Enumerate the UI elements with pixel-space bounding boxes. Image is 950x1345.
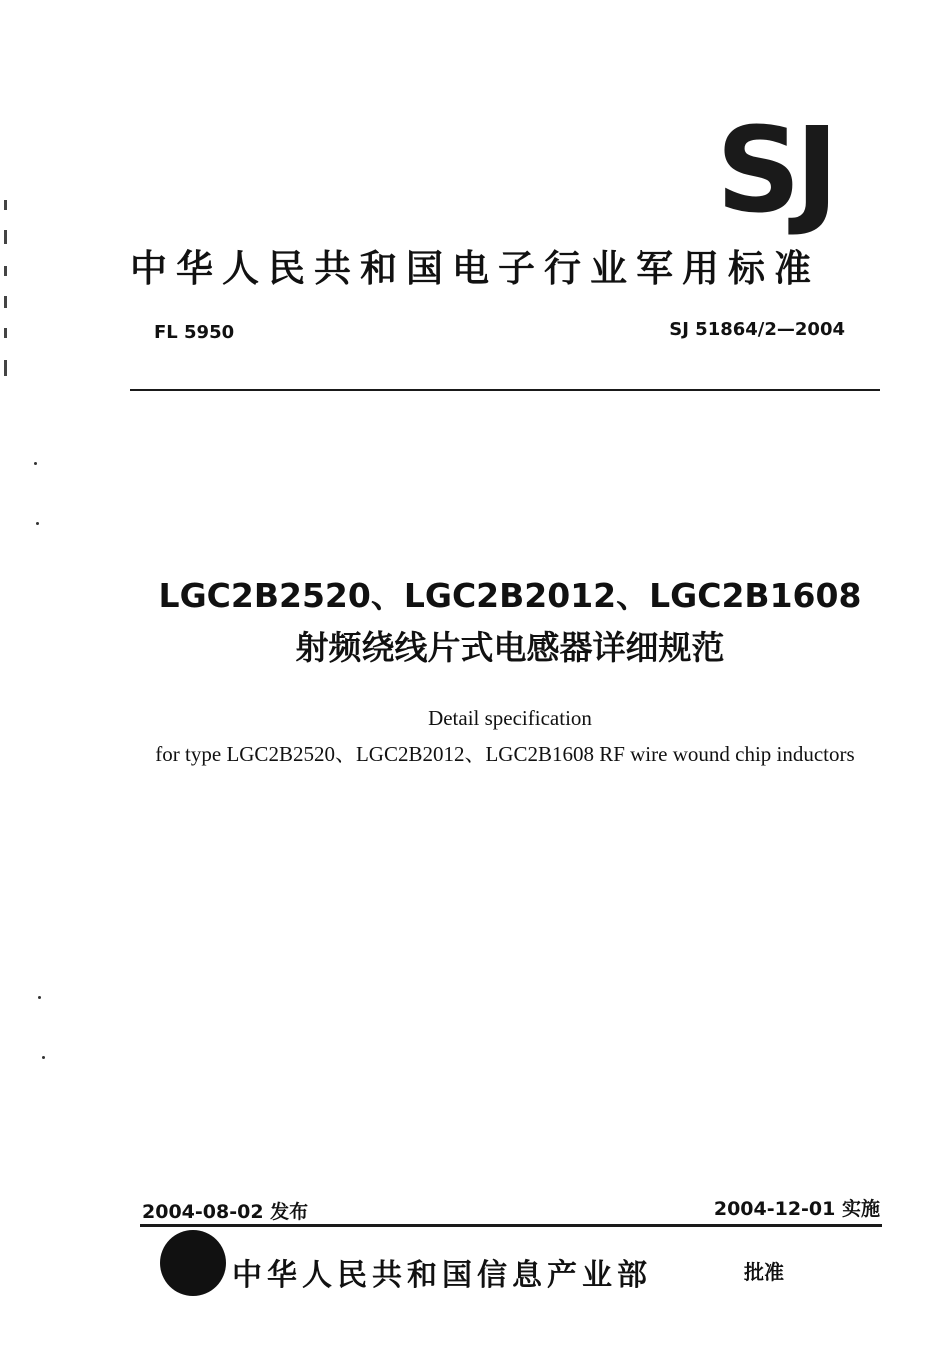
implementation-date: 2004-12-01 实施 bbox=[713, 1198, 880, 1220]
issuing-ministry: 中华人民共和国信息产业部 bbox=[232, 1258, 652, 1293]
standard-title: 中华人民共和国电子行业军用标准 bbox=[130, 247, 820, 290]
ministry-emblem-dot bbox=[160, 1230, 226, 1296]
scan-speck bbox=[36, 522, 39, 525]
document-title-models: LGC2B2520、LGC2B2012、LGC2B1608 bbox=[158, 576, 862, 615]
english-title-line-2: for type LGC2B2520、LGC2B2012、LGC2B1608 RF wire wound chip inductors bbox=[155, 742, 855, 766]
scan-speck bbox=[34, 462, 37, 465]
header-divider bbox=[130, 389, 880, 391]
english-title-line-1: Detail specification bbox=[428, 706, 592, 730]
standard-number: SJ 51864/2—2004 bbox=[669, 319, 845, 340]
sj-logo: SJ bbox=[716, 101, 833, 239]
binding-marks bbox=[2, 200, 10, 380]
issue-date: 2004-08-02 发布 bbox=[142, 1201, 309, 1223]
approved-label: 批准 bbox=[744, 1260, 784, 1284]
scan-speck bbox=[42, 1056, 45, 1059]
scan-speck bbox=[38, 996, 41, 999]
document-title-chinese: 射频绕线片式电感器详细规范 bbox=[295, 628, 725, 667]
footer-divider bbox=[140, 1224, 882, 1227]
fl-code: FL 5950 bbox=[154, 322, 235, 343]
